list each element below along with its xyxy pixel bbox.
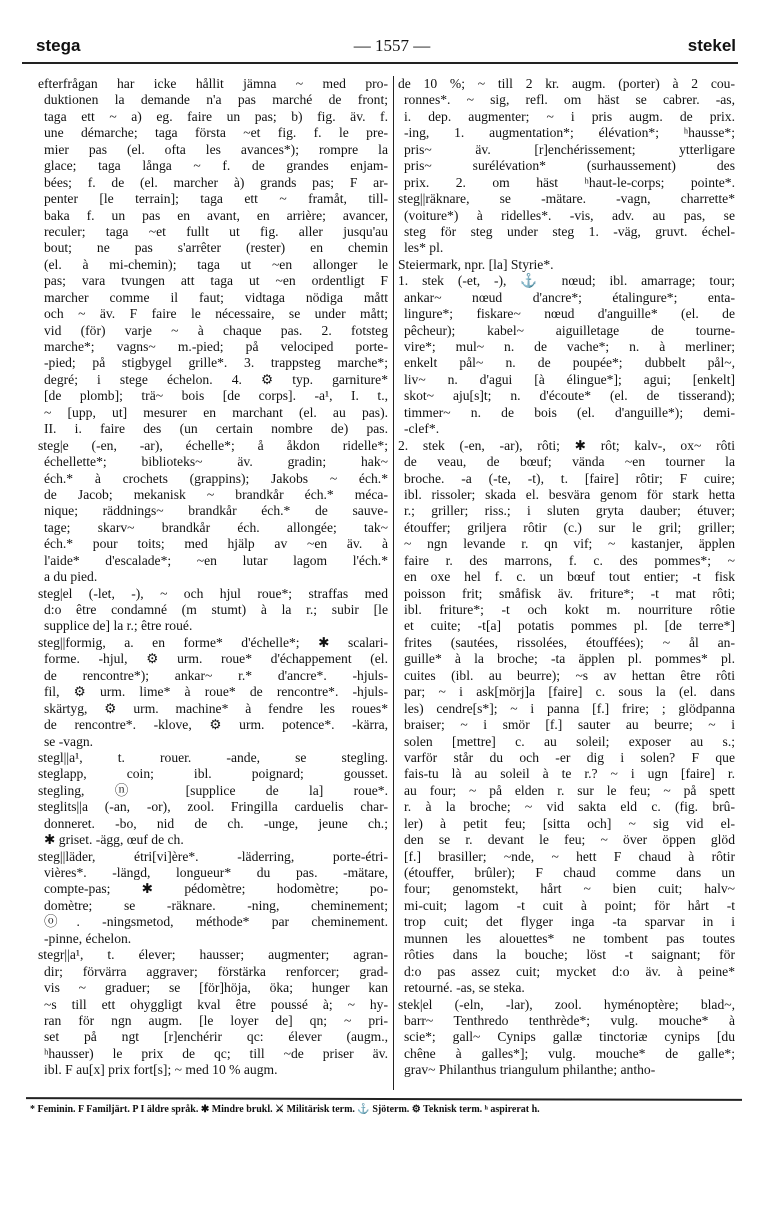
- text-line: ~ [upp, ut] mesurer en marchant (el. au pas).: [44, 404, 388, 420]
- text-line: ran för ngn augm. [le loyer de] qn; ~ pri-: [44, 1012, 388, 1028]
- text-line: efterfrågan har icke hållit jämna ~ med pro-: [38, 76, 388, 91]
- text-line: 1. stek (-et, -), ⚓ nœud; ibl. amarrage; tour;: [398, 273, 735, 289]
- text-line: baka f. un pas en avant, en arrière; avancer,: [44, 207, 388, 223]
- text-line: poisson frit; småfisk äv. friture*; -t mat rôti;: [404, 585, 735, 601]
- text-line: solen [mettre] c. au soleil; exposer au s.;: [404, 733, 735, 749]
- text-line: ler) à petit feu; [sitta och] ~ sig vid el-: [404, 815, 735, 831]
- text-line: prix. 2. om häst ʰhaut-le-corps; pointe*.: [404, 174, 735, 190]
- text-line: penter [le terrain]; taga ett ~ framåt, till-: [44, 191, 388, 207]
- text-line: steg||räknare, se -mätare. -vagn, charrette*: [398, 191, 735, 207]
- text-line: [f.] brasiller; ~nde, ~ hett F chaud à rôtir: [404, 848, 735, 864]
- text-line: pris~ äv. [r]enchérissement; ytterligare: [404, 141, 735, 157]
- text-line: ibl. F au[x] prix fort[s]; ~ med 10 % augm.: [44, 1062, 278, 1078]
- text-line: [de plomb]; trä~ bois [de corps]. -a¹, I. t.,: [44, 388, 388, 404]
- column-divider: [393, 76, 394, 1090]
- text-line: d:o pas assez cuit; mycket d:o äv. à peine*: [404, 963, 735, 979]
- text-line: r.; griller; riss.; i sluten gryta dauber; étuver;: [404, 503, 735, 519]
- text-line: au four; ~ på elden r. sur le feu; ~ på spett: [404, 782, 735, 798]
- text-line: cuites (ibl. au beurre); ~s av hettan être rôti: [404, 667, 735, 683]
- text-line: four; genomstekt, hårt ~ bien cuit; halv~: [404, 881, 735, 897]
- header-rule: [22, 62, 738, 64]
- footer-rule: [26, 1097, 742, 1101]
- text-line: fais-tu là au soleil à te r.? ~ i ugn [faire] r.: [404, 766, 735, 782]
- text-line: faire r. des marrons, f. c. des pommes*; ~: [404, 552, 735, 568]
- text-line: dir; förvärra aggraver; förstärka renforcer; grad-: [44, 963, 388, 979]
- text-line: donneret. -bo, nid de ch. -unge, jeune ch.;: [44, 815, 388, 831]
- text-line: grav~ Philanthus triangulum philanthe; antho-: [404, 1062, 656, 1078]
- text-line: braiser; ~ i smör [f.] sauter au beurre; ~ i: [404, 717, 735, 733]
- text-line: de veau, de bœuf; vända ~en tourner la: [404, 454, 735, 470]
- text-line: steglits||a (-an, -or), zool. Fringilla carduelis char-: [38, 799, 388, 815]
- text-line: mi-cuit; lagom -t cuit à point; för hårt -t: [404, 897, 735, 913]
- text-line: ankar~ nœud d'ancre*; étalingure*; enta-: [404, 289, 735, 305]
- text-line: les) cendre[s*]; ~ i panna [f.] frire; ; glödpanna: [404, 700, 735, 716]
- text-line: stegr||a¹, t. élever; hausser; augmenter; agran-: [38, 947, 388, 963]
- text-line: ⓞ. -ningsmetod, méthode* par cheminement.: [44, 914, 388, 930]
- text-line: (el. à mi-chemin); taga ut ~en allonger le: [44, 256, 388, 272]
- footnote-legend: * Feminin. F Familjärt. P I äldre språk. ✱ Mindre brukl. ⚔ Militärisk term. ⚓ Sjöterm. ⚙ Teknisk term. ʰ aspirerat h.: [30, 1104, 540, 1115]
- text-line: éch.* à crochets (grappins); Jakobs ~ éch.*: [44, 470, 388, 486]
- text-line: mier pas (el. ofta les avances*); rompre la: [44, 141, 388, 157]
- text-line: broche. -a (-te, -t), t. [faire] rôtir; F cuire;: [404, 470, 735, 486]
- text-line: vire*; mul~ n. de vache*; n. à merliner;: [404, 339, 735, 354]
- text-line: -pied; på stigbygel grille*. 3. trappsteg marche*;: [44, 355, 388, 371]
- text-line: pris~ surélévation* (surhaussement) des: [404, 158, 735, 174]
- text-line: pêcheur); kabel~ aiguilletage de tourne-: [404, 322, 735, 338]
- text-line: en oxe hel f. c. un bœuf tout entier; -t fisk: [404, 569, 735, 585]
- text-line: de 10 %; ~ till 2 kr. augm. (porter) à 2 cou-: [398, 76, 735, 91]
- text-line: (voiture*) à ridelles*. -vis, adv. au pas, se: [404, 207, 735, 223]
- text-line: frites (sautées, rissolées, étouffées); ~ ål an-: [404, 634, 735, 650]
- text-line: -clef*.: [404, 421, 440, 437]
- right-column: [398, 76, 735, 1079]
- text-line: de rencontre*. -klove, ⚙ urm. potence*. -kärra,: [44, 717, 388, 733]
- text-line: stek|el (-eln, -lar), zool. hyménoptère; blad~,: [398, 996, 735, 1012]
- text-line: liv~ n. d'agui [à élingue*]; agui; [enkelt]: [404, 371, 735, 387]
- text-line: II. i. faire des (un certain nombre de) pas.: [44, 421, 388, 437]
- text-line: marche*; vagns~ m.-pied; på velociped porte-: [44, 339, 388, 354]
- text-line: rôties dans la bouche; löst -t saignant; för: [404, 947, 735, 963]
- text-line: (étouffer, brûler); F chaud comme dans un: [404, 865, 735, 880]
- text-line: l'aide* d'escalade*; ~en lutar lagom l'éch.*: [44, 552, 388, 568]
- text-line: Steiermark, npr. [la] Styrie*.: [398, 256, 554, 272]
- text-line: ✱ griset. -ägg, œuf de ch.: [44, 832, 184, 848]
- text-line: duktionen la demande n'a pas marché de front;: [44, 92, 388, 108]
- text-line: forme. -hjul, ⚙ urm. roue* d'échappement (el.: [44, 651, 388, 667]
- text-line: -ing, 1. augmentation*; élévation*; ʰhausse*;: [404, 125, 735, 141]
- page-number: — 1557 —: [353, 36, 431, 55]
- text-line: ronnes*. ~ sig, refl. om häst se cabrer. -as,: [404, 92, 735, 108]
- text-line: r. à la broche; ~ vid sakta eld c. (fig. brû-: [404, 799, 735, 815]
- text-line: ʰhausser) le prix de qc; till ~de priser äv.: [44, 1045, 388, 1061]
- text-line: reculer; taga ~et fullt ut fig. aller jusqu'au: [44, 223, 388, 239]
- text-line: fil, ⚙ urm. lime* à roue* de rencontre*. -hjuls-: [44, 684, 388, 700]
- text-line: steg|el (-let, -), ~ och hjul roue*; straffas med: [38, 585, 388, 601]
- text-line: steg för steg under steg 1. -väg, gruvt. échel-: [404, 223, 735, 239]
- text-line: vis ~ graduer; se [för]höja, öka; hunger kan: [44, 980, 388, 996]
- right-guideword: stekel: [687, 36, 736, 55]
- text-line: steg||formig, a. en forme* d'échelle*; ✱ scalari-: [38, 634, 388, 650]
- text-line: steglapp, coin; ibl. poignard; gousset.: [38, 766, 388, 782]
- left-column: [38, 76, 388, 1079]
- text-line: échellette*; biblioteks~ äv. gradin; hak~: [44, 454, 388, 470]
- text-line: steg|e (-en, -ar), échelle*; å åkdon ridelle*;: [38, 437, 388, 453]
- text-line: taga ett ~ a) eg. faire un pas; b) fig. äv. f.: [44, 108, 388, 124]
- text-line: enkelt pål~ n. de poupée*; dubbelt pål~,: [404, 355, 735, 371]
- text-line: ibl. rissoler; skada el. besvära genom för stark hetta: [404, 486, 735, 502]
- text-line: lingure*; fiskare~ nœud d'anguille* (el. de: [404, 306, 735, 322]
- text-line: ~ ngn levande r. qn vif; ~ kastanjer, äpplen: [404, 536, 735, 552]
- text-line: degré; i stege échelon. 4. ⚙ typ. garniture*: [44, 371, 388, 387]
- text-line: bout; ne pas s'arrêter (rester) en chemin: [44, 240, 388, 256]
- text-line: munnen les alouettes* ne tombent pas toutes: [404, 930, 735, 946]
- text-line: 2. stek (-en, -ar), rôti; ✱ rôt; kalv-, ox~ rôti: [398, 437, 735, 453]
- text-line: glace; taga långa ~ f. de grandes enjam-: [44, 158, 388, 174]
- text-line: den se r. devant le feu; ~ över öppen glöd: [404, 832, 735, 848]
- text-line: stegling, ⓝ [supplice de la] roue*.: [38, 782, 388, 798]
- text-line: stegl||a¹, t. rouer. -ande, se stegling.: [38, 749, 388, 765]
- text-line: et cuite; -t[a] potatis pommes pl. [de terre*]: [404, 618, 735, 634]
- text-line: nique; räddnings~ brandkår éch.* de sauve-: [44, 503, 388, 519]
- text-line: bées; f. de (el. marcher à) grands pas; F ar-: [44, 174, 388, 190]
- text-line: scie*; gall~ Cynips gallæ tinctoriæ cynips [du: [404, 1029, 735, 1045]
- text-line: set på ngt [r]enchérir qc: élever (augm.,: [44, 1029, 388, 1045]
- text-line: de rencontre*); ankar~ r.* d'ancre*. -hjuls-: [44, 667, 388, 683]
- text-line: -pinne, échelon.: [44, 930, 132, 946]
- text-line: tage; skarv~ brandkår éch. allongée; tak~: [44, 519, 388, 535]
- text-line: une démarche; taga första ~et fig. f. le pre-: [44, 125, 388, 141]
- text-line: chêne à galles*]; vulg. mouche* de galle*;: [404, 1045, 735, 1061]
- text-line: skot~ aju[s]t; n. d'écoute* (el. de tisserand);: [404, 388, 735, 404]
- text-line: marcher comme il faut; vidtaga nödiga mått: [44, 289, 388, 305]
- text-line: éch.* pour toits; med hjälp av ~en äv. à: [44, 536, 388, 552]
- text-line: se -vagn.: [44, 733, 94, 749]
- text-line: steg||läder, étri[vi]ère*. -läderring, porte-étri-: [38, 848, 388, 864]
- text-line: a du pied.: [44, 569, 98, 585]
- text-line: trop cuit; det flyger inga -ta sparvar in i: [404, 914, 735, 930]
- text-line: timmer~ n. de bois (el. d'anguille*); demi-: [404, 404, 735, 420]
- text-line: supplice de] la r.; être roué.: [44, 618, 193, 634]
- text-line: compte-pas; ✱ pédomètre; hodomètre; po-: [44, 881, 388, 897]
- text-line: de Jacob; mekanisk ~ brandkår éch.* méca-: [44, 486, 388, 502]
- text-line: i. dep. augmenter; ~ i pris augm. de prix.: [404, 108, 735, 124]
- text-line: étouffer; griljera rôtir (c.) sur le gril; griller;: [404, 519, 735, 535]
- text-line: domètre; se -räknare. -ning, cheminement;: [44, 897, 388, 913]
- text-line: vid (för) varje ~ à chaque pas. 2. fotsteg: [44, 322, 388, 338]
- text-line: d:o être condamné (m stumt) à la r.; subir [le: [44, 602, 388, 617]
- text-line: par; ~ i ask[mörj]a [faire] c. sous la (el. dans: [404, 684, 735, 700]
- left-guideword: stega: [36, 36, 81, 55]
- text-line: ~s till ett ohyggligt kval être poussé à; ~ hy-: [44, 996, 388, 1012]
- text-line: och ~ äv. F faire le nécessaire, se under mått;: [44, 306, 388, 322]
- text-line: skärtyg, ⚙ urm. machine* à fendre les roues*: [44, 700, 388, 716]
- text-line: pas; vara tvungen att taga ut ~en ordentligt F: [44, 273, 388, 289]
- text-line: varför står du och -er dig i solen? F que: [404, 749, 735, 765]
- text-line: barr~ Tenthredo tenthrède*; vulg. mouche* à: [404, 1012, 735, 1028]
- text-line: retourné. -as, se steka.: [404, 980, 525, 996]
- text-line: ibl. friture*; -t och kokt m. nourriture rôtie: [404, 602, 735, 617]
- text-line: guille* à la broche; -ta äpplen pl. pommes* pl.: [404, 651, 735, 667]
- text-line: les* pl.: [404, 240, 444, 256]
- text-line: vières*. -längd, longueur* du pas. -mätare,: [44, 865, 388, 880]
